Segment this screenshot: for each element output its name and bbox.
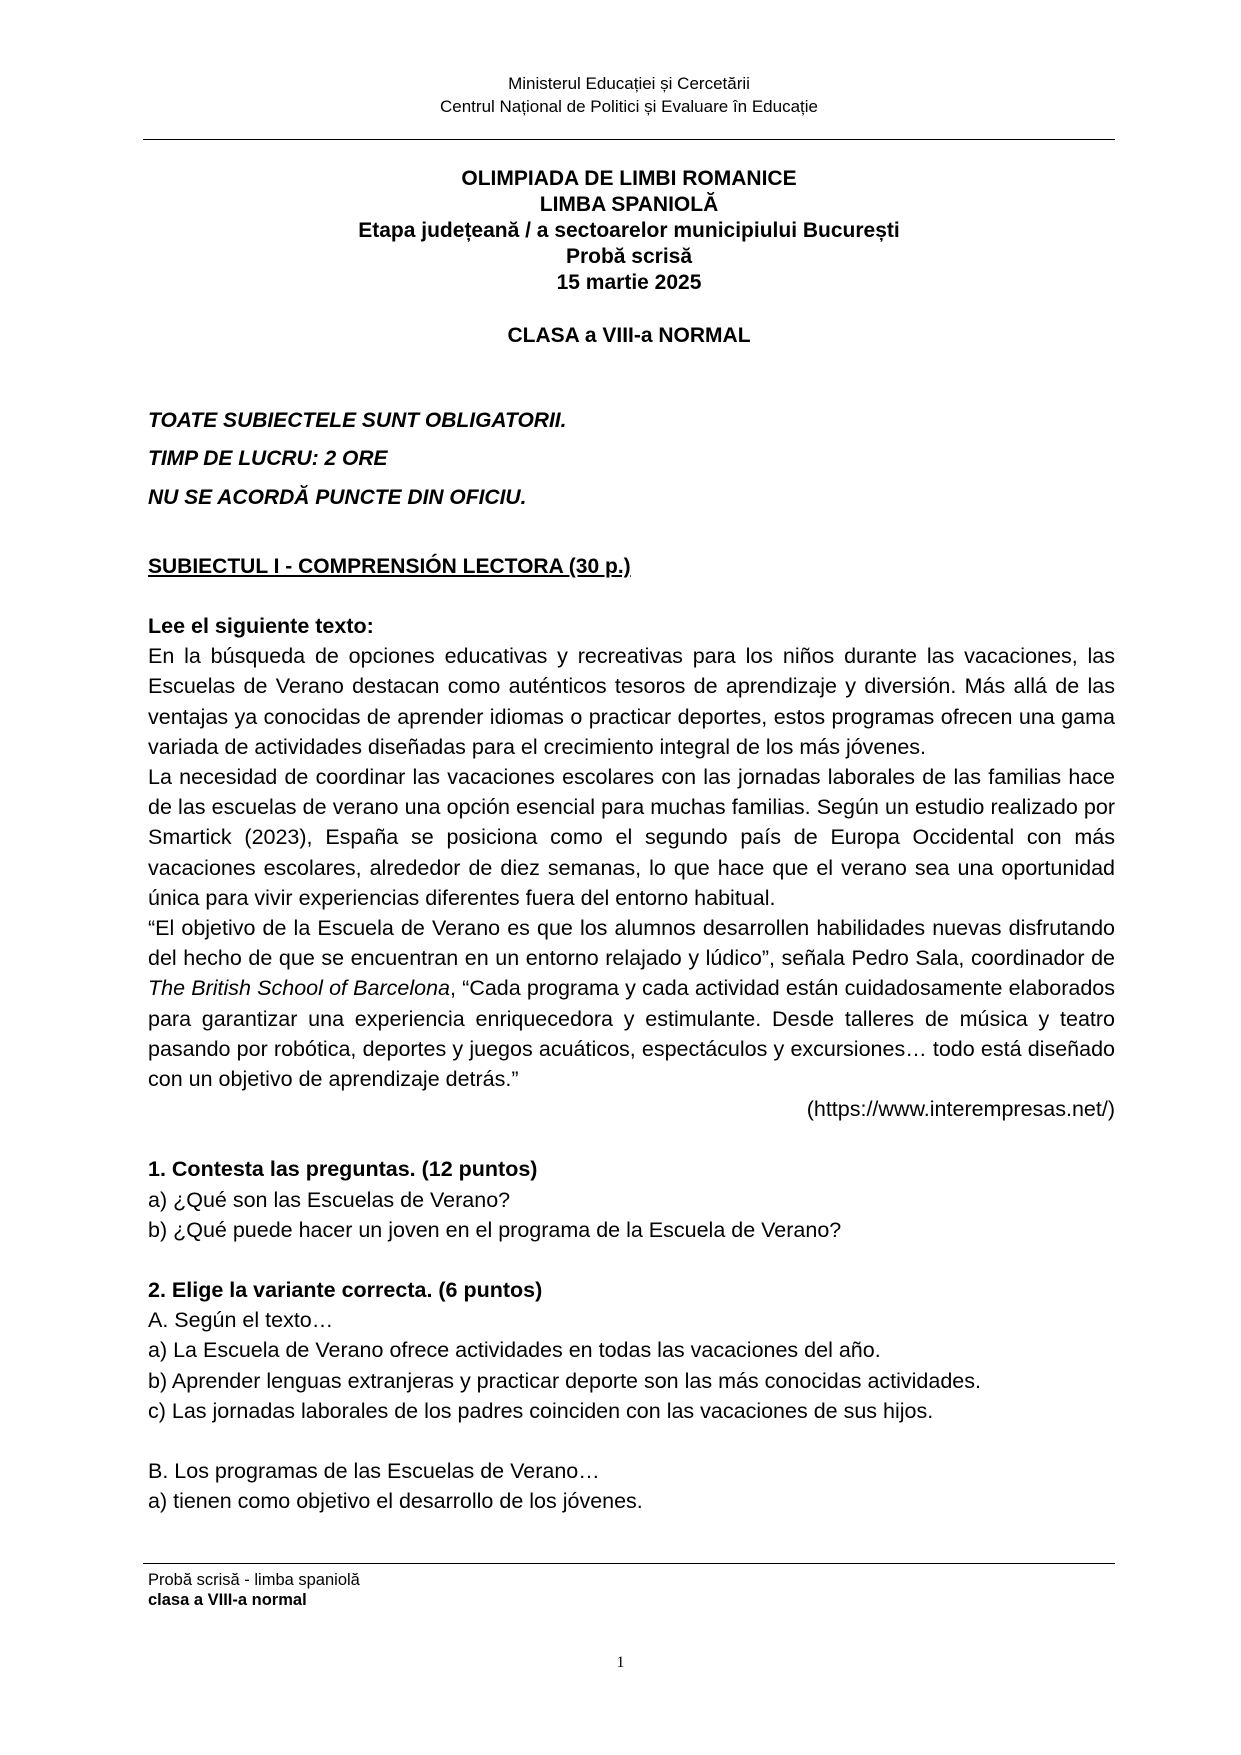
question-2A-option-c: c) Las jornadas laborales de los padres coinciden con las vacaciones de sus hijos. (148, 1398, 934, 1423)
question-2A-stem: A. Según el texto… (148, 1308, 334, 1333)
exam-date: 15 martie 2025 (556, 271, 702, 294)
reading-paragraph-3 (148, 913, 1115, 1094)
question-1a: a) ¿Qué son las Escuelas de Verano? (148, 1187, 511, 1212)
source-citation: (https://www.interempresas.net/) (806, 1097, 1115, 1122)
exam-content (148, 611, 1115, 1516)
question-1b: b) ¿Qué puede hacer un joven en el programa de la Escuela de Verano? (148, 1217, 842, 1242)
reading-paragraph-1: En la búsqueda de opciones educativas y recreativas para los niños durante las vacaciones, las Escuelas de Verano destacan como auténticos tesoros de aprendizaje y diversión. Más allá de las ventajas ya conocidas de aprender idiomas o practicar deportes, estos programas ofrecen una gama variada de actividades diseñadas para el crecimiento integral de los más jóvenes. (148, 644, 1115, 759)
subject-title: SUBIECTUL I - COMPRENSIÓN LECTORA (30 p.) (148, 555, 631, 578)
instruction-points: NU SE ACORDĂ PUNCTE DIN OFICIU. (148, 486, 527, 509)
class-level: CLASA a VIII-a NORMAL (507, 324, 751, 347)
stage-title: Etapa județeană / a sectoarelor municipiului București (358, 219, 900, 242)
question-2A-option-a: a) La Escuela de Verano ofrece actividades en todas las vacaciones del año. (148, 1338, 881, 1363)
school-name: The British School of Barcelona (148, 976, 450, 1001)
ministry-header (143, 72, 1115, 118)
header-divider (143, 139, 1115, 140)
instruction-time: TIMP DE LUCRU: 2 ORE (148, 447, 388, 470)
question-2-title: 2. Elige la variante correcta. (6 puntos) (148, 1278, 543, 1303)
reading-paragraph-2: La necesidad de coordinar las vacaciones escolares con las jornadas laborales de las familias hace de las escuelas de verano una opción esencial para muchas familias. Según un estudio realizado por Smartick (2023), España se posiciona como el segundo país de Europa Occidental con más vacaciones escolares, alrededor de diez semanas, lo que hace que el verano sea una oportunidad única para vivir experiencias diferentes fuera del entorno habitual. (148, 765, 1115, 910)
footer-exam-type: Probă scrisă - limba spaniolă (148, 1571, 360, 1589)
language-title: LIMBA SPANIOLĂ (539, 193, 719, 216)
question-2B-stem: B. Los programas de las Escuelas de Verano… (148, 1459, 600, 1484)
olympiad-title: OLIMPIADA DE LIMBI ROMANICE (461, 167, 797, 190)
exam-type: Probă scrisă (565, 245, 693, 268)
ministry-name: Ministerul Educației și Cercetării (508, 74, 750, 93)
reading-intro: Lee el siguiente texto: (148, 614, 374, 638)
quote-part-1: “El objetivo de la Escuela de Verano es que los alumnos desarrollen habilidades nuevas disfrutando del hecho de que se encuentran en un entorno relajado y lúdico”, señala Pedro Sala, coordinador de (148, 916, 1115, 971)
page-number: 1 (616, 1654, 625, 1671)
center-name: Centrul Național de Politici și Evaluare în Educație (440, 97, 818, 116)
quote-part-2: , “Cada programa y cada actividad están cuidadosamente elaborados para garantizar una experiencia enriquecedora y estimulante. Desde talleres de música y teatro pasando por robótica, deportes y juegos acuáticos, espectáculos y excursiones… todo está diseñado con un objetivo de aprendizaje detrás.” (148, 976, 1115, 1092)
exam-title-block (143, 166, 1115, 296)
question-2A-option-b: b) Aprender lenguas extranjeras y practicar deporte son las más conocidas actividades. (148, 1368, 981, 1393)
question-1-title: 1. Contesta las preguntas. (12 puntos) (148, 1157, 538, 1182)
instruction-mandatory: TOATE SUBIECTELE SUNT OBLIGATORII. (148, 409, 567, 432)
footer-divider (143, 1563, 1115, 1564)
footer-class: clasa a VIII-a normal (148, 1591, 307, 1609)
page-footer (148, 1570, 360, 1610)
question-2B-option-a: a) tienen como objetivo el desarrollo de los jóvenes. (148, 1489, 643, 1514)
